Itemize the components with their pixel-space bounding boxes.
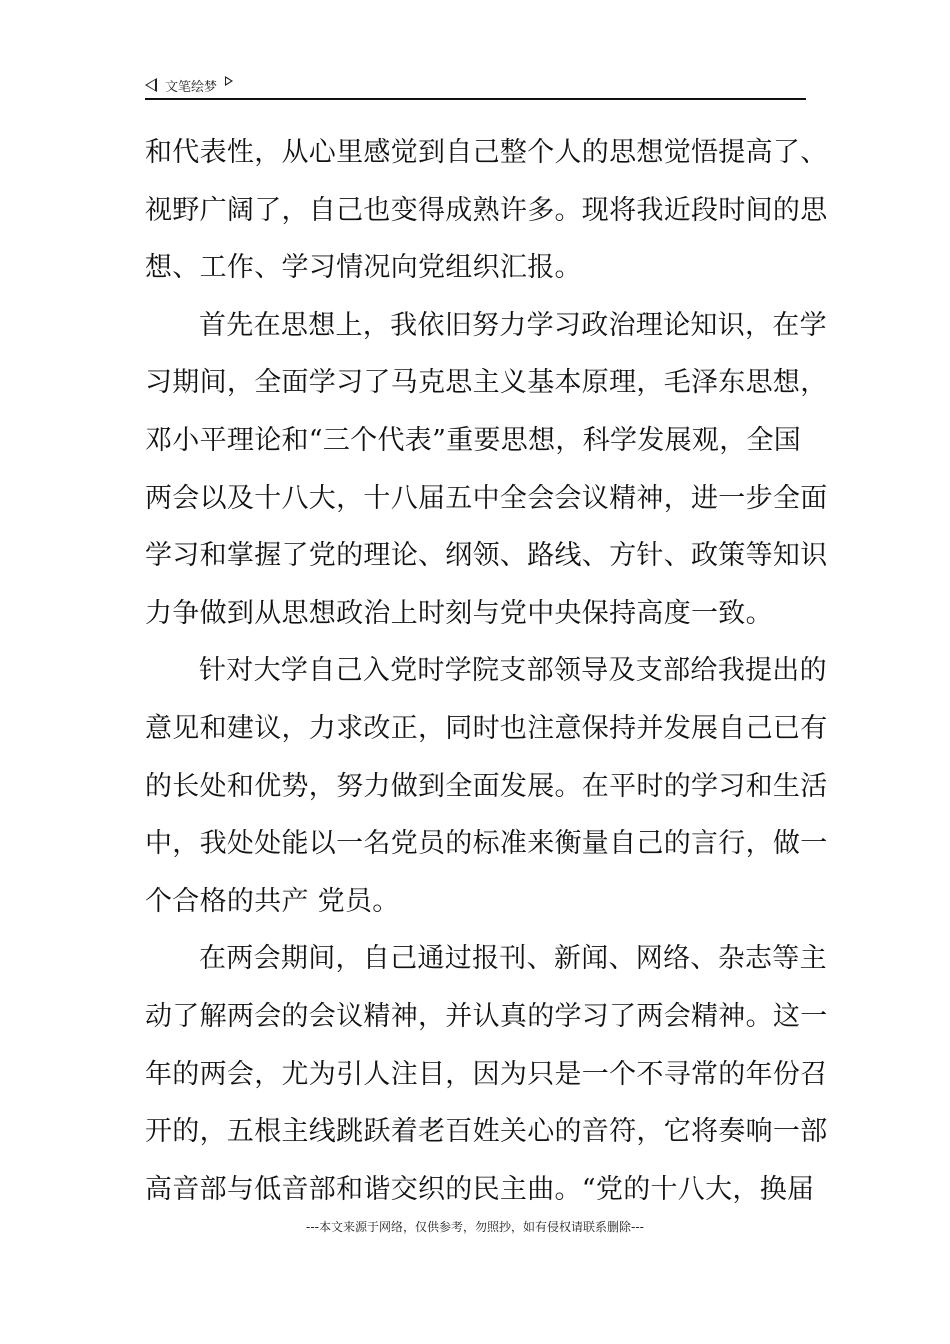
text-line: 个合格的共产 党员。	[145, 885, 400, 917]
text-line: 针对大学自己入党时学院支部领导及支部给我提出的	[199, 655, 827, 687]
text-line: 开的，五根主线跳跃着老百姓关心的音符，它将奏响一部	[145, 1116, 828, 1148]
text-line: 视野广阔了，自己也变得成熟许多。现将我近段时间的思	[145, 194, 828, 226]
footer-disclaimer: ---本文来源于网络，仅供参考，勿照抄，如有侵权请联系删除---	[306, 1220, 644, 1234]
header-title: 文笔绘梦	[165, 79, 218, 95]
text-line: 和代表性，从心里感觉到自己整个人的思想觉悟提高了、	[145, 137, 828, 168]
text-line: 学习和掌握了党的理论、纲领、路线、方针、政策等知识	[145, 540, 828, 572]
text-line: 习期间，全面学习了马克思主义基本原理，毛泽东思想，	[145, 367, 828, 399]
text-line: 意见和建议，力求改正，同时也注意保持并发展自己已有	[145, 712, 828, 744]
text-line: 首先在思想上，我依旧努力学习政治理论知识，在学	[199, 309, 827, 341]
triangle-left-icon	[145, 78, 157, 92]
text-line: 动了解两会的会议精神，并认真的学习了两会精神。这一	[145, 1000, 828, 1032]
text-line: 两会以及十八大，十八届五中全会会议精神，进一步全面	[145, 482, 828, 514]
text-line: 邓小平理论和“三个代表”重要思想，科学发展观，全国	[145, 424, 802, 456]
text-line: 的长处和优势，努力做到全面发展。在平时的学习和生活	[145, 770, 828, 802]
text-line: 在两会期间，自己通过报刊、新闻、网络、杂志等主	[199, 943, 827, 975]
text-line: 年的两会，尤为引人注目，因为只是一个不寻常的年份召	[145, 1058, 828, 1090]
header-divider	[145, 98, 806, 100]
document-body	[145, 124, 828, 1218]
text-line: 高音部与低音部和谐交织的民主曲。“党的十八大，换届	[145, 1173, 815, 1205]
text-line: 力争做到从思想政治上时刻与党中央保持高度一致。	[145, 597, 773, 629]
page-header	[145, 74, 233, 96]
triangle-right-icon	[225, 76, 233, 86]
text-line: 中，我处处能以一名党员的标准来衡量自己的言行，做一	[145, 828, 828, 860]
text-line: 想、工作、学习情况向党组织汇报。	[145, 252, 582, 284]
